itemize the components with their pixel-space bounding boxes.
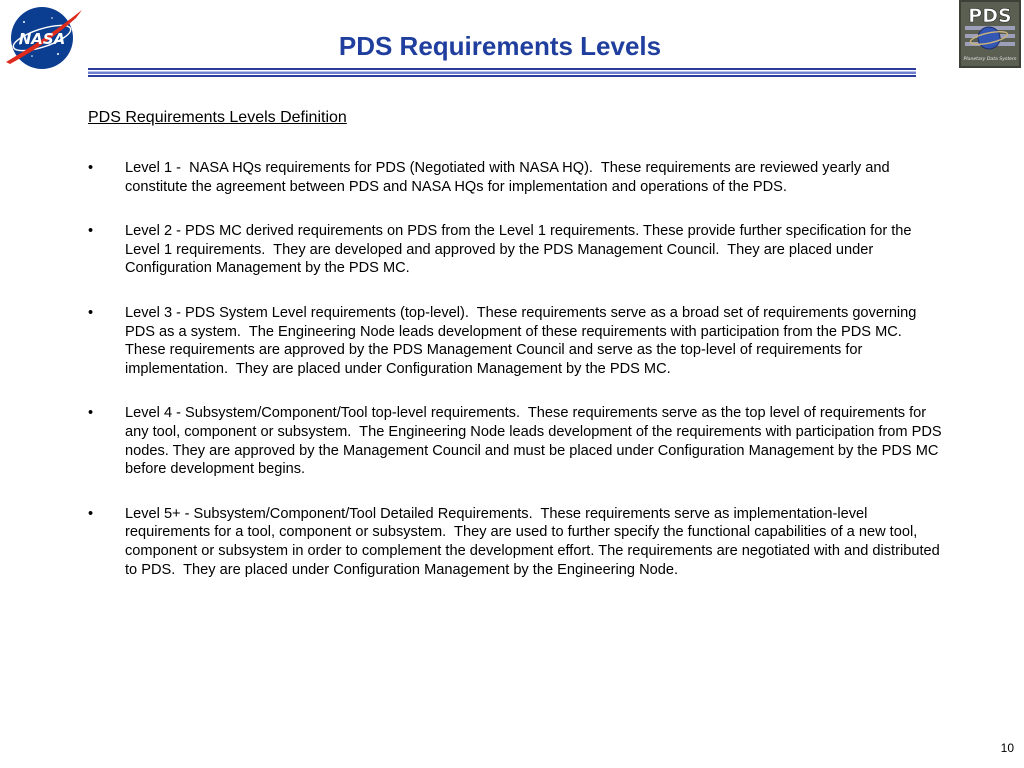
level-2-text: Level 2 - PDS MC derived requirements on PDS from the Level 1 requirements. These provide further specification for the Level 1 requirements. They are developed and approved by the PDS Management Council. They are placed under Configuration Management by the PDS MC.: [125, 223, 916, 277]
requirements-level-list: [88, 159, 948, 605]
title-divider-line-bottom: [88, 75, 916, 77]
level-3-text: Level 3 - PDS System Level requirements (top-level). These requirements serve as a broad set of requirements governing PDS as a system. The Engineering Node leads development of these requirements with participation from the PDS MC. These requirements are approved by the PDS Management Council and serve as the top-level of requirements for implementation. They are placed under Configuration Management by the PDS MC.: [125, 304, 921, 377]
level-3-item: [88, 304, 948, 378]
nasa-logo: [2, 4, 84, 72]
level-4-item: [88, 404, 948, 478]
bullet-icon: •: [88, 405, 94, 422]
nasa-logo-star: [23, 21, 25, 23]
title-divider-line-middle: [88, 72, 916, 75]
nasa-logo-star: [57, 53, 59, 55]
bullet-icon: •: [88, 160, 94, 176]
nasa-logo-star: [31, 55, 33, 57]
level-5-text: Level 5+ - Subsystem/Component/Tool Detailed Requirements. These requirements serve as implementation-level requirements for a tool, component or subsystem. They are used to further specify the functional capabilities of a new tool, component or subsystem in order to complement the development effort. The requirements are negotiated with and distributed to PDS. They are placed under Configuration Management by the Engineering Node.: [125, 505, 944, 578]
level-4-text: Level 4 - Subsystem/Component/Tool top-level requirements. These requirements serve as the top level of requirements for any tool, component or subsystem. The Engineering Node leads development of the requirements with participation from PDS nodes. They are approved by the Management Council and must be placed under Configuration Management by the PDS MC before development begins.: [125, 405, 946, 478]
bullet-icon: •: [88, 505, 94, 522]
page-title: PDS Requirements Levels: [338, 31, 662, 61]
level-1-item: [88, 159, 948, 196]
level-2-item: [88, 222, 948, 278]
pds-logo: [959, 0, 1021, 68]
nasa-logo-wordmark: NASA: [18, 30, 66, 48]
section-heading: PDS Requirements Levels Definition: [88, 109, 347, 126]
pds-logo-wordmark: PDS: [968, 5, 1012, 27]
nasa-logo-star: [51, 17, 53, 19]
bullet-icon: •: [88, 223, 94, 240]
level-5-item: [88, 505, 948, 579]
bullet-icon: •: [88, 304, 94, 321]
pds-logo-planet: [978, 27, 1000, 49]
page-number: 10: [1000, 741, 1014, 755]
level-1-text: Level 1 - NASA HQs requirements for PDS (Negotiated with NASA HQ). These requirements are reviewed yearly and constitute the agreement between PDS and NASA HQs for implementation and operations of the PDS.: [125, 160, 894, 195]
title-divider: [88, 68, 916, 78]
pds-logo-caption: Planetary Data System: [963, 57, 1017, 62]
title-divider-line-top: [88, 68, 916, 70]
